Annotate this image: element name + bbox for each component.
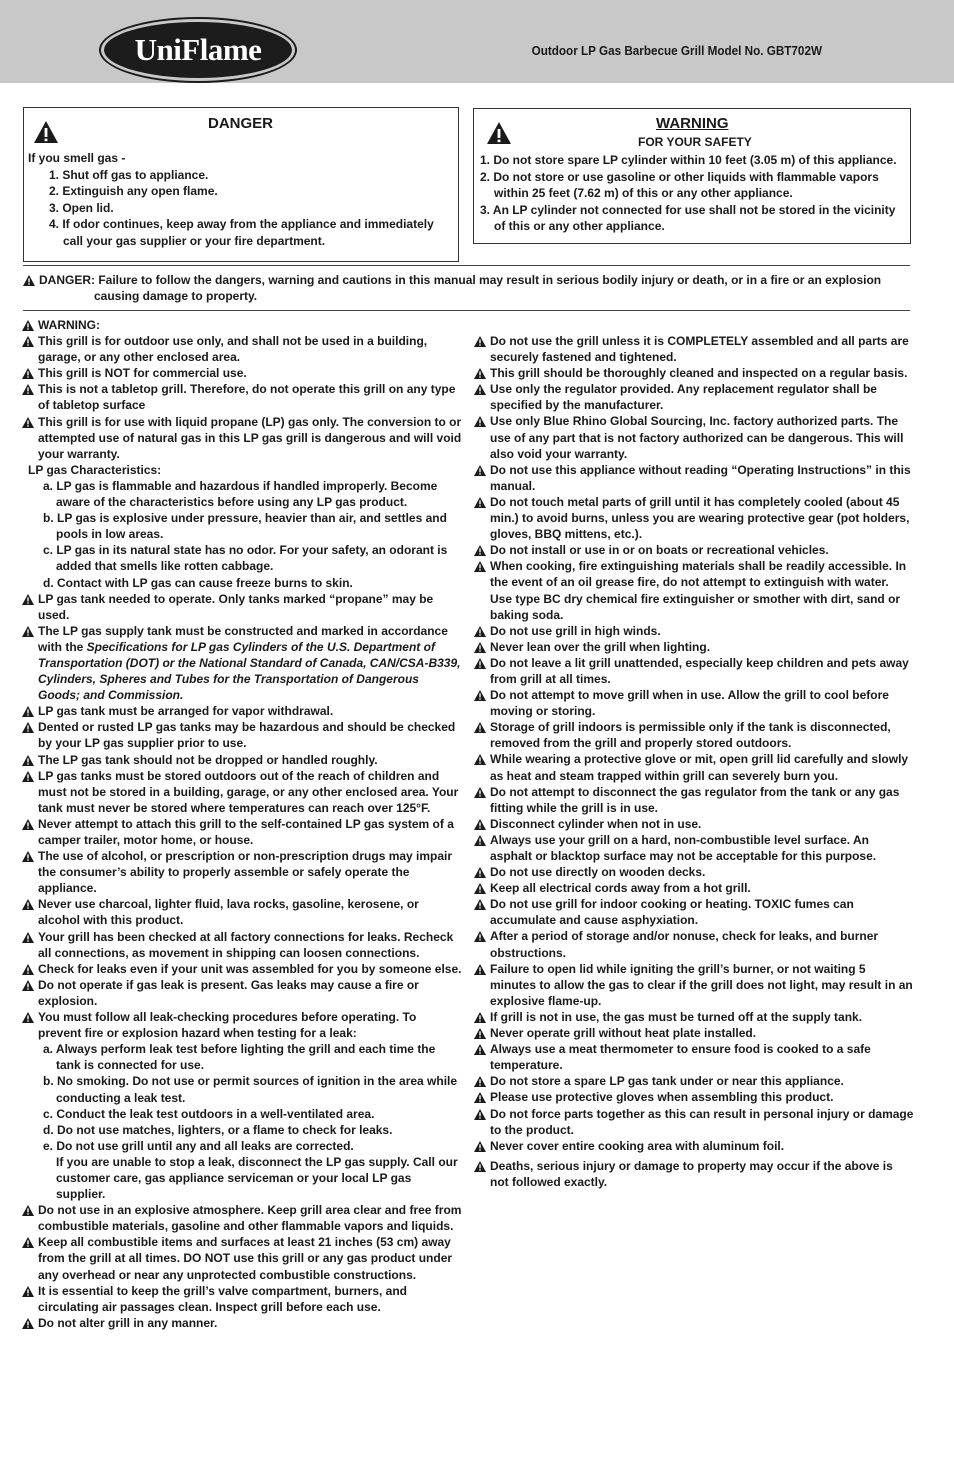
warning-text: Use only Blue Rhino Global Sourcing, Inc. factory authorized parts. The use of any part that is not factory authorized can be dangerous. This will also void your warranty.	[490, 414, 904, 461]
warning-item	[22, 848, 462, 896]
warning-text: Do not use this appliance without reading “Operating Instructions” in this manual.	[490, 462, 911, 493]
sub-item: b. No smoking. Do not use or permit sources of ignition in the area while conducting a leak test.	[43, 1074, 458, 1105]
warning-triangle-icon	[474, 368, 486, 379]
warning-text: Never use charcoal, lighter fluid, lava rocks, gasoline, kerosene, or alcohol with this product.	[38, 897, 419, 928]
warning-text: Do not use in an explosive atmosphere. Keep grill area clear and free from combustible materials, gasoline and other flammable vapors and liquids.	[38, 1203, 462, 1234]
warning-text: This grill should be thoroughly cleaned and inspected on a regular basis.	[490, 366, 908, 381]
warning-triangle-icon	[474, 561, 486, 572]
leak-note: If you are unable to stop a leak, disconnect the LP gas supply. Call our customer care, gas appliance serviceman or your local LP gas supplier.	[56, 1154, 458, 1202]
right-column	[474, 333, 914, 1190]
warning-text: This grill is NOT for commercial use.	[38, 366, 247, 381]
warning-text: This grill is for use with liquid propane (LP) gas only. The conversion to or attempted use of natural gas in this LP gas grill is dangerous and will void your warranty.	[38, 414, 462, 461]
warning-text: LP gas tank must be arranged for vapor withdrawal.	[38, 704, 334, 719]
sub-item: a. LP gas is flammable and hazardous if handled improperly. Become aware of the characteristics before using any LP gas product.	[43, 478, 438, 510]
warning-triangle-icon	[474, 465, 486, 476]
warning-item	[22, 703, 462, 719]
warning-item	[474, 639, 914, 655]
warning-item	[22, 414, 462, 462]
sub-item: c. Conduct the leak test outdoors in a well-ventilated area.	[43, 1106, 375, 1121]
warning-item	[474, 558, 914, 622]
warning-item	[22, 1315, 462, 1331]
warning-line: 2. Do not store or use gasoline or other liquids with flammable vapors	[480, 169, 879, 184]
warning-item	[474, 896, 914, 928]
warning-box	[473, 108, 911, 244]
warning-text: Do not use directly on wooden decks.	[490, 865, 706, 880]
warning-triangle-icon	[474, 545, 486, 556]
warning-item	[22, 1202, 462, 1234]
warning-item	[22, 365, 462, 381]
warning-item	[22, 816, 462, 848]
warning-triangle-icon	[474, 964, 486, 975]
warning-item	[22, 961, 462, 977]
warning-line: within 25 feet (7.62 m) of this or any other appliance.	[494, 186, 793, 201]
warning-item	[474, 784, 914, 816]
warning-triangle-icon	[22, 706, 34, 717]
warning-text: Never operate grill without heat plate installed.	[490, 1026, 757, 1041]
warning-label-item	[22, 317, 462, 333]
warning-text: Do not alter grill in any manner.	[38, 1315, 218, 1330]
warning-triangle-icon	[474, 835, 486, 846]
warning-item	[474, 751, 914, 783]
divider-rule	[23, 310, 910, 311]
warning-heading: WARNING	[656, 115, 729, 132]
warning-list	[22, 1202, 462, 1331]
warning-text: After a period of storage and/or nonuse, check for leaks, and burner obstructions.	[490, 929, 879, 960]
warning-triangle-icon	[22, 771, 34, 782]
warning-text: Do not leave a lit grill unattended, especially keep children and pets away from grill at all times.	[490, 655, 909, 686]
warning-text: Disconnect cylinder when not in use.	[490, 816, 702, 831]
warning-text: The LP gas tank should not be dropped or handled roughly.	[38, 752, 378, 767]
warning-triangle-icon	[474, 642, 486, 653]
warning-item	[474, 1041, 914, 1073]
warning-list	[22, 333, 462, 462]
warning-triangle-icon	[474, 497, 486, 508]
warning-item	[474, 1009, 914, 1025]
warning-text: Do not use grill in high winds.	[490, 623, 661, 638]
warning-triangle-icon	[474, 690, 486, 701]
warning-line: 1. Do not store spare LP cylinder within 10 feet (3.05 m) of this appliance.	[480, 153, 897, 167]
warning-text: Do not force parts together as this can result in personal injury or damage to the product.	[490, 1106, 914, 1137]
warning-text: Your grill has been checked at all factory connections for leaks. Recheck all connections, as movement in shipping can loosen connections.	[38, 929, 454, 960]
warning-triangle-icon	[22, 755, 34, 766]
warning-item	[474, 928, 914, 960]
warning-text: Never lean over the grill when lighting.	[490, 639, 711, 654]
warning-triangle-icon	[22, 368, 34, 379]
warning-triangle-icon	[474, 1012, 486, 1023]
warning-triangle-icon	[486, 121, 512, 145]
warning-item	[474, 1138, 914, 1154]
warning-item	[474, 381, 914, 413]
warning-text: Always use your grill on a hard, non-combustible level surface. An asphalt or blacktop surface may not be acceptable for this purpose.	[490, 832, 877, 863]
warning-triangle-icon	[22, 1286, 34, 1297]
lp-characteristics-heading: LP gas Characteristics:	[28, 462, 162, 477]
warning-item	[474, 333, 914, 365]
sub-item: c. LP gas in its natural state has no odor. For your safety, an odorant is added that smells like rotten cabbage.	[43, 543, 448, 574]
danger-statement-line: DANGER: Failure to follow the dangers, warning and cautions in this manual may result in serious bodily injury or death, or in a fire or an explosion	[39, 273, 882, 287]
warning-text: Use only the regulator provided. Any replacement regulator shall be specified by the manufacturer.	[490, 382, 877, 413]
warning-text: Do not touch metal parts of grill until it has completely cooled (about 45 min.) to avoid burns, unless you are wearing protective gear (pot holders, gloves, BBQ mittens, etc.).	[490, 494, 910, 542]
warning-text: Keep all combustible items and surfaces at least 21 inches (53 cm) away from the grill at all times. DO NOT use this grill or any gas product under any overhead or near any unprotected combustible constructions.	[38, 1235, 453, 1282]
warning-item	[474, 1025, 914, 1041]
warning-triangle-icon	[474, 658, 486, 669]
leak-check-list	[22, 1041, 462, 1154]
warning-triangle-icon	[474, 1161, 486, 1172]
warning-text: You must follow all leak-checking procedures before operating. To prevent fire or explosion hazard when testing for a leak:	[38, 1010, 417, 1041]
logo-text: UniFlame	[134, 32, 262, 67]
warning-triangle-icon	[474, 722, 486, 733]
warning-triangle-icon	[22, 384, 34, 395]
danger-statement	[23, 272, 910, 304]
warning-item	[474, 655, 914, 687]
danger-heading: DANGER	[208, 115, 274, 132]
warning-item	[474, 413, 914, 461]
warning-triangle-icon	[474, 1092, 486, 1103]
warning-item	[474, 1106, 914, 1138]
warning-triangle-icon	[22, 1237, 34, 1248]
warning-triangle-icon	[22, 1205, 34, 1216]
warning-text: When cooking, fire extinguishing materials shall be readily accessible. In the event of an oil grease fire, do not attempt to extinguish with water. Use type BC dry chemical fire extinguisher or smother with dirt, sand or baking soda.	[490, 559, 907, 622]
warning-item	[22, 381, 462, 413]
warning-line: of this or any other appliance.	[494, 219, 665, 234]
warning-text: Keep all electrical cords away from a hot grill.	[490, 881, 751, 896]
warning-triangle-icon	[22, 320, 34, 331]
warning-text: This is not a tabletop grill. Therefore, do not operate this grill on any type of tabletop surface	[38, 382, 456, 413]
warning-text: Never cover entire cooking area with aluminum foil.	[490, 1138, 785, 1153]
warning-triangle-icon	[474, 1028, 486, 1039]
warning-text: If grill is not in use, the gas must be turned off at the supply tank.	[490, 1009, 863, 1024]
warning-item	[474, 864, 914, 880]
warning-item	[474, 880, 914, 896]
warning-triangle-icon	[474, 1109, 486, 1120]
warning-triangle-icon	[474, 931, 486, 942]
sub-item: b. LP gas is explosive under pressure, heavier than air, and settles and pools in low areas.	[43, 511, 447, 542]
warning-triangle-icon	[474, 787, 486, 798]
warning-triangle-icon	[474, 626, 486, 637]
warning-text: Do not attempt to disconnect the gas regulator from the tank or any gas fitting while the grill is in use.	[490, 784, 900, 815]
warning-triangle-icon	[22, 722, 34, 733]
warning-text: Do not use the grill unless it is COMPLETELY assembled and all parts are securely fastened and tightened.	[490, 334, 909, 365]
warning-item	[22, 1009, 462, 1041]
warning-triangle-icon	[474, 1044, 486, 1055]
danger-line: 1. Shut off gas to appliance.	[49, 167, 209, 182]
warning-triangle-icon	[474, 754, 486, 765]
warning-item	[474, 365, 914, 381]
specification-citation: Specifications for LP gas Cylinders of the U.S. Department of Transportation (DOT) or the National Standard of Canada, CAN/CSA-B339, Cylinders, Spheres and Tubes for the Transportation of Dangerous Goods; and Commission.	[38, 639, 461, 703]
warning-triangle-icon	[22, 819, 34, 830]
divider-rule	[23, 265, 910, 266]
warning-triangle-icon	[22, 980, 34, 991]
warning-triangle-icon	[22, 626, 34, 637]
document-title: Outdoor LP Gas Barbecue Grill Model No. GBT702W	[531, 43, 822, 58]
warning-item	[22, 896, 462, 928]
sub-item: a. Always perform leak test before lighting the grill and each time the tank is connected for use.	[43, 1042, 436, 1073]
warning-item	[22, 333, 462, 365]
warning-text: Check for leaks even if your unit was assembled for you by someone else.	[38, 961, 462, 976]
warning-triangle-icon	[22, 1012, 34, 1023]
warning-subheading: FOR YOUR SAFETY	[638, 135, 752, 149]
warning-list	[474, 333, 914, 1154]
header-band	[0, 0, 954, 83]
warning-item	[474, 1073, 914, 1089]
warning-text: Dented or rusted LP gas tanks may be hazardous and should be checked by your LP gas supplier prior to use.	[38, 720, 456, 751]
warning-text: Do not use grill for indoor cooking or heating. TOXIC fumes can accumulate and cause asphyxiation.	[490, 897, 854, 928]
warning-text: Storage of grill indoors is permissible only if the tank is disconnected, removed from the grill and properly stored outdoors.	[490, 720, 891, 751]
warning-item	[22, 977, 462, 1009]
warning-triangle-icon	[474, 819, 486, 830]
warning-item	[22, 591, 462, 623]
warning-text: Do not store a spare LP gas tank under or near this appliance.	[490, 1074, 844, 1089]
warning-text: Do not attempt to move grill when in use. Allow the grill to cool before moving or storing.	[490, 688, 889, 719]
danger-statement-line: causing damage to property.	[94, 289, 258, 303]
warning-text: Failure to open lid while igniting the grill’s burner, or not waiting 5 minutes to allow the gas to clear if the grill does not light, may result in an explosive flame-up.	[490, 961, 913, 1008]
warning-item	[474, 832, 914, 864]
warning-text: While wearing a protective glove or mit, open grill lid carefully and slowly as heat and steam trapped within grill can severely burn you.	[490, 752, 909, 783]
warning-triangle-icon	[22, 899, 34, 910]
danger-box	[23, 107, 459, 262]
warning-item	[22, 1234, 462, 1282]
warning-text: Deaths, serious injury or damage to property may occur if the above is not followed exactly.	[490, 1158, 893, 1189]
warning-item	[22, 929, 462, 961]
lp-characteristics-list	[22, 478, 462, 591]
warning-text: Never attempt to attach this grill to the self-contained LP gas system of a camper trailer, motor home, or house.	[38, 816, 454, 847]
warning-item	[474, 542, 914, 558]
warning-triangle-icon	[22, 336, 34, 347]
warning-triangle-icon	[474, 416, 486, 427]
warning-triangle-icon	[22, 964, 34, 975]
warning-item	[474, 961, 914, 1009]
left-column	[22, 317, 462, 1331]
warning-label: WARNING:	[38, 318, 100, 332]
warning-triangle-icon	[474, 384, 486, 395]
danger-line: 3. Open lid.	[49, 200, 114, 215]
warning-triangle-icon	[474, 867, 486, 878]
warning-text: Always use a meat thermometer to ensure food is cooked to a safe temperature.	[490, 1042, 871, 1073]
uniflame-logo	[104, 22, 292, 78]
sub-item: d. Do not use matches, lighters, or a flame to check for leaks.	[43, 1122, 393, 1137]
warning-item	[474, 623, 914, 639]
warning-triangle-icon	[474, 336, 486, 347]
warning-item	[474, 687, 914, 719]
warning-text: Do not operate if gas leak is present. Gas leaks may cause a fire or explosion.	[38, 977, 419, 1008]
danger-line: If you smell gas -	[28, 151, 126, 165]
warning-text: Do not install or use in or on boats or recreational vehicles.	[490, 543, 829, 558]
warning-list	[22, 703, 462, 1041]
sub-item: e. Do not use grill until any and all leaks are corrected.	[43, 1138, 354, 1153]
warning-item	[474, 719, 914, 751]
warning-line: 3. An LP cylinder not connected for use shall not be stored in the vicinity	[480, 202, 896, 217]
warning-text: Please use protective gloves when assembling this product.	[490, 1090, 834, 1105]
danger-line: 4. If odor continues, keep away from the appliance and immediately	[49, 217, 434, 232]
warning-triangle-icon	[22, 932, 34, 943]
danger-line: 2. Extinguish any open flame.	[49, 184, 218, 199]
warning-triangle-icon	[22, 594, 34, 605]
warning-triangle-icon	[22, 417, 34, 428]
warning-item	[22, 752, 462, 768]
warning-triangle-icon	[474, 1141, 486, 1152]
warning-item	[474, 816, 914, 832]
danger-statement-item	[23, 272, 910, 304]
warning-text: The LP gas supply tank must be constructed and marked in accordance with the	[38, 623, 448, 654]
danger-instructions	[28, 150, 454, 250]
warning-instructions	[480, 152, 908, 235]
warning-item	[474, 1089, 914, 1105]
warning-item	[474, 462, 914, 494]
warning-triangle-icon	[474, 899, 486, 910]
warning-item	[22, 768, 462, 816]
danger-line: call your gas supplier or your fire department.	[63, 233, 326, 248]
warning-text: It is essential to keep the grill’s valve compartment, burners, and circulating air passages clean. Inspect grill before each use.	[38, 1283, 408, 1314]
warning-text: This grill is for outdoor use only, and shall not be used in a building, garage, or any other enclosed area.	[38, 334, 428, 365]
warning-triangle-icon	[474, 883, 486, 894]
warning-item	[474, 494, 914, 542]
warning-text: LP gas tank needed to operate. Only tanks marked “propane” may be used.	[38, 591, 434, 622]
warning-triangle-icon	[22, 1318, 34, 1329]
warning-triangle-icon	[33, 120, 59, 144]
sub-item: d. Contact with LP gas can cause freeze burns to skin.	[43, 575, 353, 590]
warning-triangle-icon	[23, 275, 35, 286]
warning-item	[22, 719, 462, 751]
warning-triangle-icon	[22, 851, 34, 862]
warning-text: The use of alcohol, or prescription or non-prescription drugs may impair the consumer’s ability to properly assemble or safely operate the appliance.	[38, 849, 453, 896]
warning-item	[22, 623, 462, 703]
warning-triangle-icon	[474, 1076, 486, 1087]
warning-item-final	[474, 1158, 914, 1190]
warning-item	[22, 1283, 462, 1315]
warning-text: LP gas tanks must be stored outdoors out of the reach of children and must not be stored in a building, garage, or any other enclosed area. Your tank must never be stored where temperatures can reach over 125°F.	[38, 768, 459, 815]
